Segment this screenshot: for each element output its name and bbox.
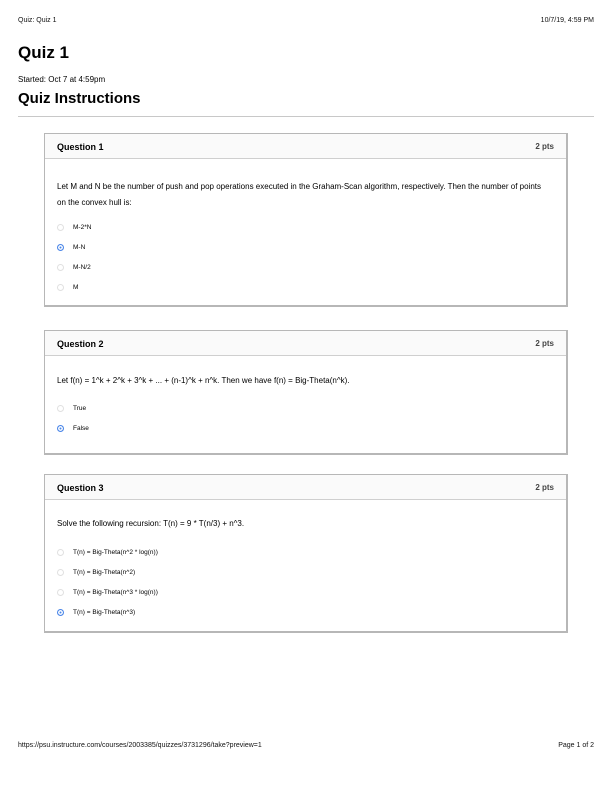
question-points: 2 pts: [535, 483, 554, 492]
answer-option[interactable]: [57, 243, 554, 263]
question-header: [45, 475, 566, 500]
question-3-card: [44, 474, 568, 633]
radio-button[interactable]: [57, 569, 64, 576]
radio-button-selected[interactable]: [57, 244, 64, 251]
answer-label: T(n) = Big-Theta(n^3 * log(n)): [73, 589, 158, 596]
answer-label: M-N/2: [73, 264, 91, 271]
answer-label: M-2*N: [73, 224, 92, 231]
answer-option[interactable]: [57, 424, 554, 444]
print-footer-page-number: Page 1 of 2: [558, 742, 594, 749]
question-title: Question 3: [57, 483, 104, 493]
print-header-title: Quiz: Quiz 1: [18, 17, 57, 24]
radio-button[interactable]: [57, 284, 64, 291]
answer-label: False: [73, 425, 89, 432]
radio-button[interactable]: [57, 405, 64, 412]
quiz-instructions-heading: Quiz Instructions: [18, 90, 141, 107]
answer-option[interactable]: [57, 263, 554, 283]
question-2-card: [44, 330, 568, 455]
started-time: Started: Oct 7 at 4:59pm: [18, 75, 106, 84]
question-title: Question 1: [57, 142, 104, 152]
radio-button[interactable]: [57, 224, 64, 231]
answer-label: T(n) = Big-Theta(n^2): [73, 569, 136, 576]
answer-option[interactable]: [57, 608, 554, 628]
question-title: Question 2: [57, 339, 104, 349]
print-header-datetime: 10/7/19, 4:59 PM: [540, 17, 594, 24]
question-header: [45, 331, 566, 356]
answer-label: T(n) = Big-Theta(n^2 * log(n)): [73, 549, 158, 556]
print-footer: [18, 742, 594, 749]
page-title: Quiz 1: [18, 43, 70, 62]
radio-button[interactable]: [57, 549, 64, 556]
question-header: [45, 134, 566, 159]
question-points: 2 pts: [535, 142, 554, 151]
answer-option[interactable]: [57, 223, 554, 243]
divider: [18, 116, 594, 117]
radio-button[interactable]: [57, 264, 64, 271]
answer-label: T(n) = Big-Theta(n^3): [73, 609, 136, 616]
answer-option[interactable]: [57, 404, 554, 424]
print-footer-url: https://psu.instructure.com/courses/2003385/quizzes/3731296/take?preview=1: [18, 742, 262, 749]
question-text: Let M and N be the number of push and pop operations executed in the Graham-Scan algorithm, respectively. Then the number of points on the convex hull is:: [57, 182, 541, 207]
answer-option[interactable]: [57, 588, 554, 608]
question-1-card: [44, 133, 568, 307]
question-text: Let f(n) = 1^k + 2^k + 3^k + ... + (n-1)^k + n^k. Then we have f(n) = Big-Theta(n^k).: [57, 376, 350, 385]
answer-label: M-N: [73, 244, 86, 251]
question-points: 2 pts: [535, 339, 554, 348]
radio-button-selected[interactable]: [57, 425, 64, 432]
answer-list: [57, 404, 554, 444]
answer-option[interactable]: [57, 548, 554, 568]
answer-list: [57, 223, 554, 303]
answer-list: [57, 548, 554, 628]
answer-label: True: [73, 405, 87, 412]
print-header: [18, 17, 594, 24]
radio-button[interactable]: [57, 589, 64, 596]
answer-option[interactable]: [57, 568, 554, 588]
radio-button-selected[interactable]: [57, 609, 64, 616]
question-text: Solve the following recursion: T(n) = 9 * T(n/3) + n^3.: [57, 519, 245, 528]
answer-option[interactable]: [57, 283, 554, 303]
answer-label: M: [73, 284, 79, 291]
